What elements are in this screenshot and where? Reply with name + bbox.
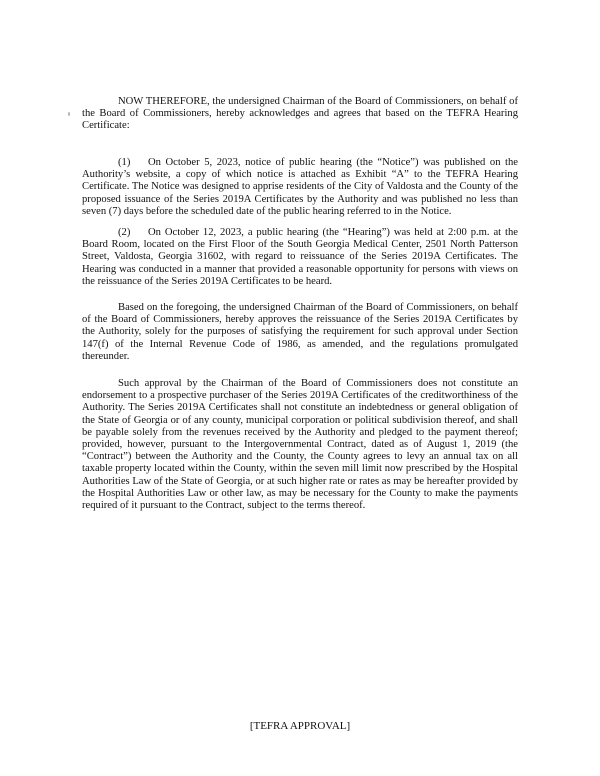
approval-text: Based on the foregoing, the undersigned Chairman of the Board of Commissioners, on behalf of the Board of Commissioners, hereby approves the reissuance of the Series 2019A Certificates by the Authority, solely for the purposes of satisfying the requirement for such approval under Section 147(f) of the Internal Revenue Code of 1986, as amended, and the regulations promulgated thereunder.: [82, 302, 518, 362]
item-text-1: On October 5, 2023, notice of public hearing (the “Notice”) was published on the Authority’s website, a copy of which notice is attached as Exhibit “A” to the TEFRA Hearing Certificate. The Notice was designed to apprise residents of the City of Valdosta and the County of the proposed issuance of the Series 2019A Certificates by the Authority and was published no less than seven (7) days before the scheduled date of the public hearing referred to in the Notice.: [82, 157, 518, 217]
item-paragraph-2: [82, 227, 518, 288]
disclaimer-paragraph: [82, 378, 518, 512]
item-paragraph-1: [82, 157, 518, 218]
item-number-2: (2): [118, 227, 131, 238]
approval-paragraph: [82, 302, 518, 363]
intro-paragraph: [82, 96, 518, 133]
disclaimer-text: Such approval by the Chairman of the Board of Commissioners does not constitute an endorsement to a prospective purchaser of the Series 2019A Certificates of the creditworthiness of the Authority. The Series 2019A Certificates shall not constitute an indebtedness or general obligation of the State of Georgia or of any county, municipal corporation or political subdivision thereof, and shall be payable solely from the revenues received by the Authority and pledged to the payment thereof; provided, however, pursuant to the Intergovernmental Contract, dated as of August 1, 2019 (the “Contract”) between the Authority and the County, the County agrees to levy an annual tax on all taxable property located within the County, within the seven mill limit now prescribed by the Hospital Authorities Law of the State of Georgia, or at such higher rate or rates as may be hereafter provided by the Hospital Authorities Law or other law, as may be necessary for the County to make the payments required of it pursuant to the Contract, subject to the terms thereof.: [82, 378, 518, 512]
scan-mark: [68, 112, 70, 116]
page-footer: [TEFRA APPROVAL]: [249, 720, 351, 732]
item-text-2: On October 12, 2023, a public hearing (the “Hearing”) was held at 2:00 p.m. at the Board Room, located on the First Floor of the South Georgia Medical Center, 2501 North Patterson Street, Valdosta, Georgia 31602, with regard to reissuance of the Series 2019A Certificates. The Hearing was conducted in a manner that provided a reasonable opportunity for persons with views on the reissuance of the Series 2019A Certificates to be heard.: [82, 227, 518, 287]
intro-text: NOW THEREFORE, the undersigned Chairman of the Board of Commissioners, on behalf of the Board of Commissioners, hereby acknowledges and agrees that based on the TEFRA Hearing Certificate:: [82, 96, 518, 132]
item-number-1: (1): [118, 157, 131, 168]
